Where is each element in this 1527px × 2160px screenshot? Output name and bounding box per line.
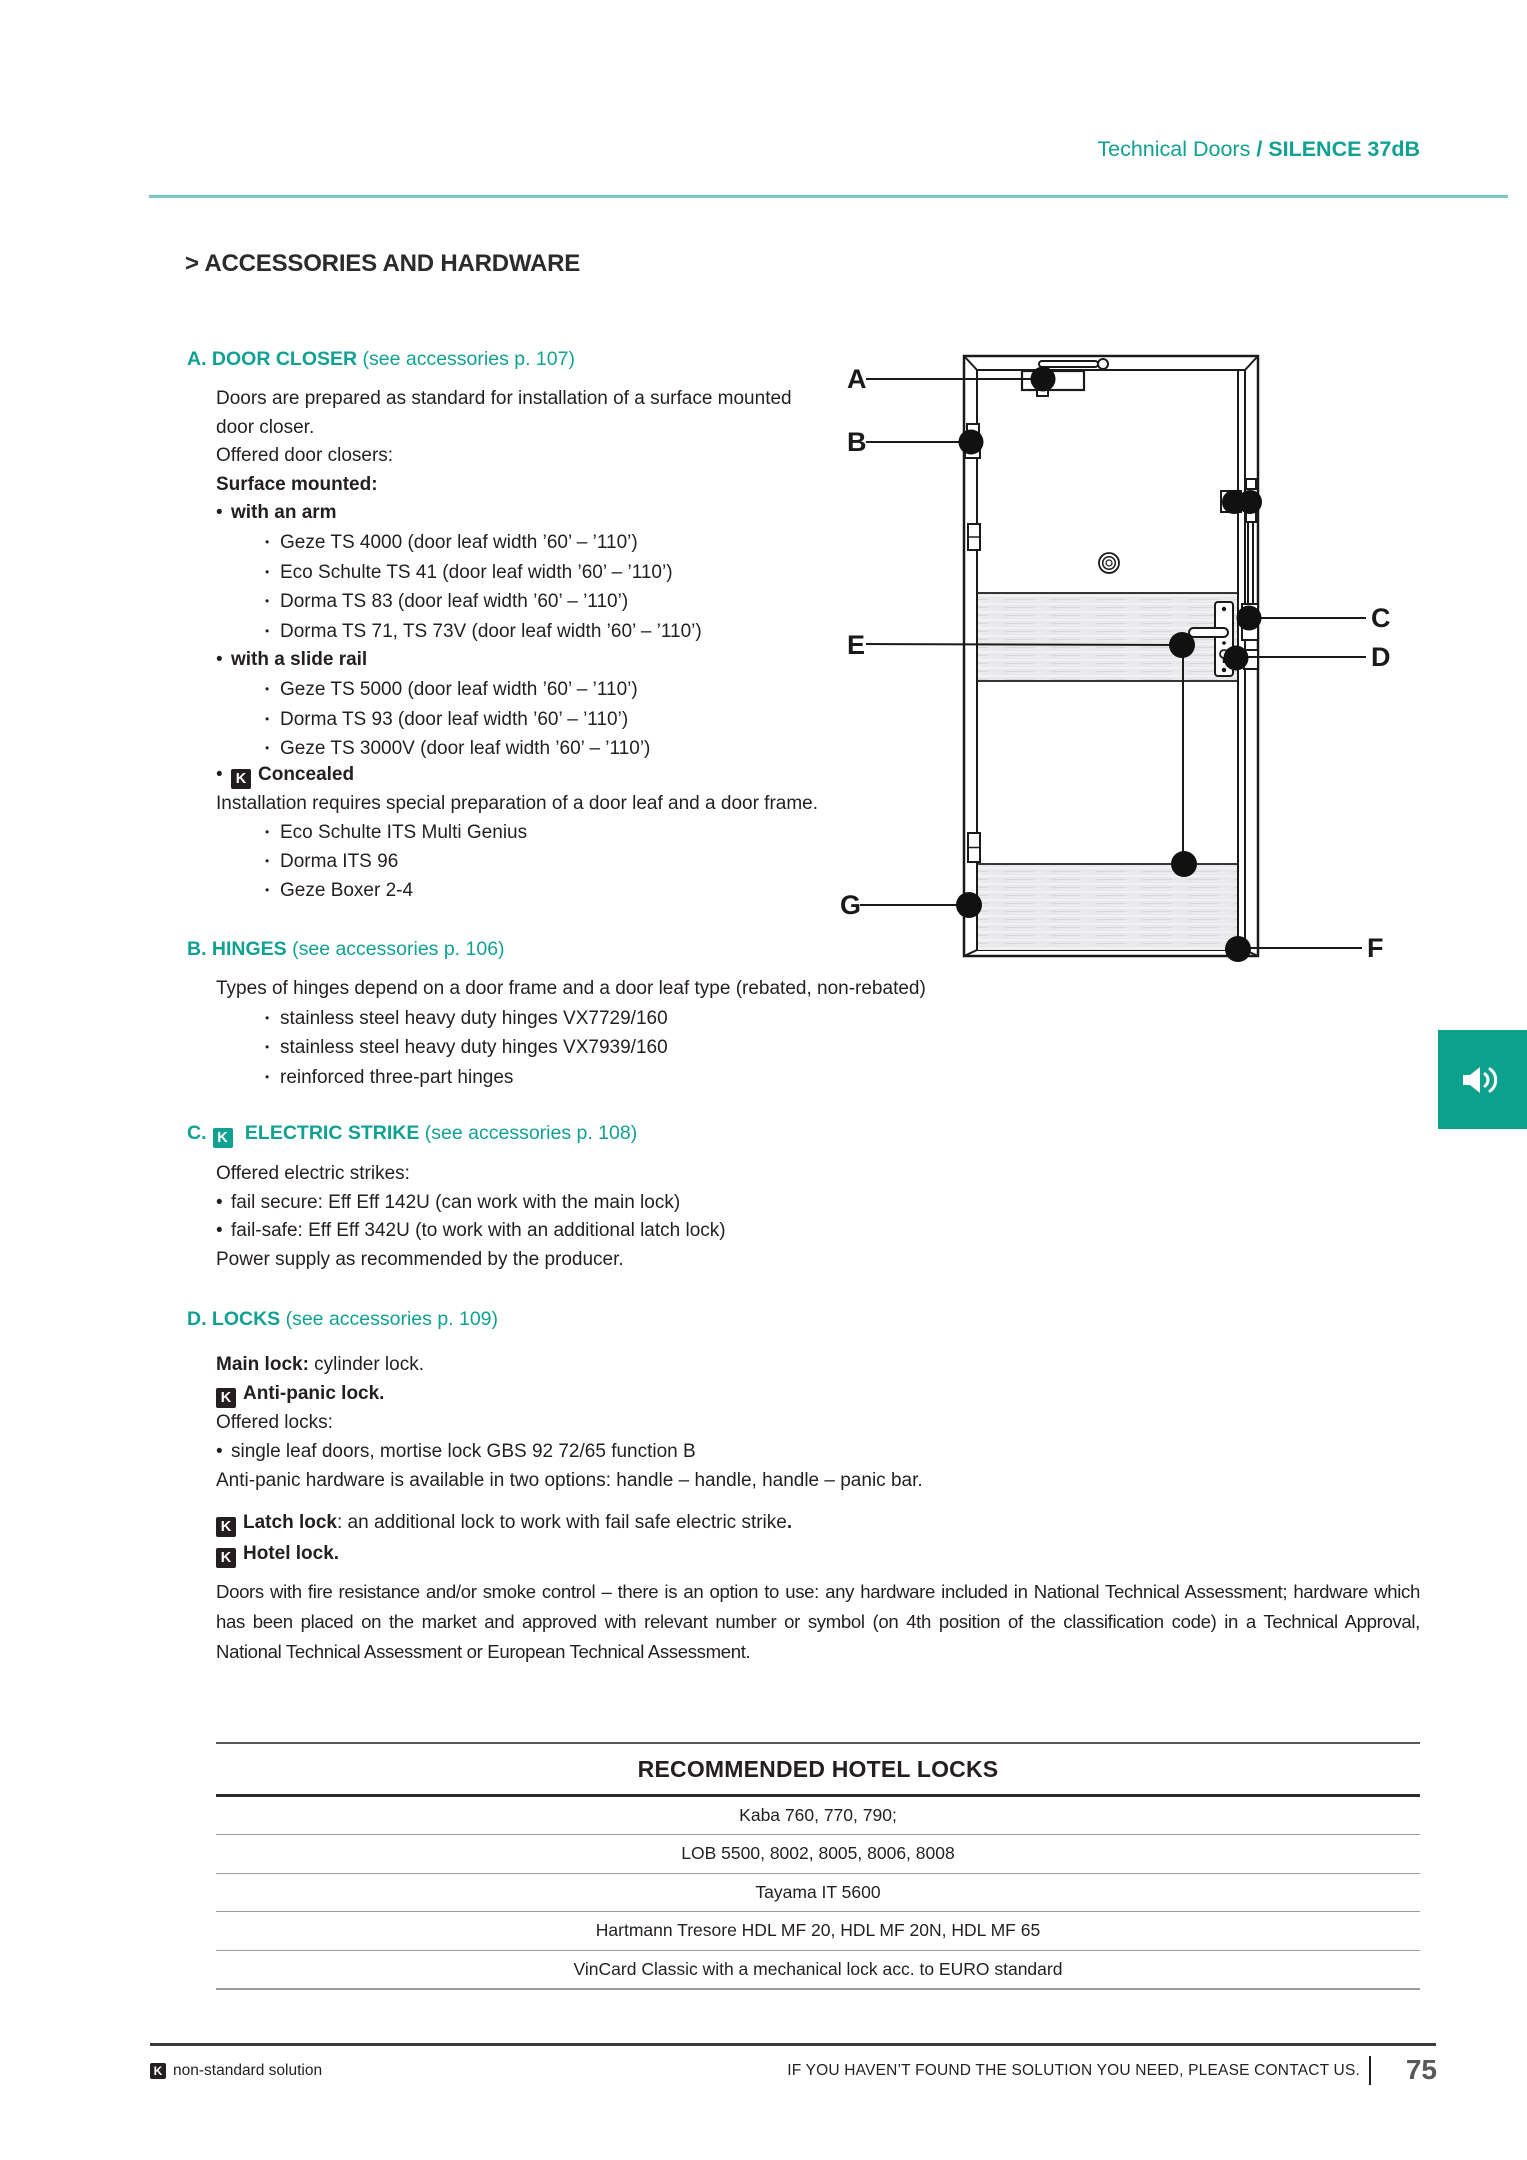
table-row: Hartmann Tresore HDL MF 20, HDL MF 20N, HDL MF 65 — [216, 1912, 1420, 1950]
section-d-text-1 — [216, 1350, 923, 1495]
text-run: Doors are prepared as standard for installation of a surface mounted — [216, 388, 792, 409]
text-run: cylinder lock. — [308, 1354, 425, 1375]
bullet-icon: • — [216, 649, 223, 671]
text-run: Geze TS 5000 (door leaf width ’60’ – ’110’) — [280, 678, 638, 700]
footer-rule — [150, 2043, 1436, 2046]
text-line — [216, 705, 792, 735]
section-d-ref: (see accessories p. 109) — [280, 1308, 499, 1330]
text-run: with a slide rail — [231, 649, 368, 671]
bullet-icon: • — [216, 1220, 223, 1242]
sub-bullet-icon: • — [265, 1069, 270, 1084]
sub-bullet-icon: • — [265, 681, 270, 696]
text-line — [216, 1538, 792, 1569]
text-run: Eco Schulte ITS Multi Genius — [280, 822, 528, 843]
text-run: Geze Boxer 2-4 — [280, 880, 414, 901]
diagram-label-e: E — [847, 630, 866, 660]
recommended-locks-table — [216, 1742, 1420, 1990]
text-line — [216, 558, 792, 588]
text-run: Installation requires special preparation of a door leaf and a door frame. — [216, 793, 819, 814]
text-run: reinforced three-part hinges — [280, 1066, 514, 1088]
diagram-label-b: B — [847, 427, 867, 457]
sub-bullet-icon: • — [265, 1040, 270, 1055]
text-line — [216, 528, 792, 558]
text-line — [216, 617, 792, 647]
text-run: Hotel lock. — [243, 1543, 340, 1564]
text-run: . — [786, 1512, 793, 1533]
sub-bullet-icon: • — [265, 564, 270, 579]
text-run: Dorma ITS 96 — [280, 851, 399, 872]
text-run: Dorma TS 71, TS 73V (door leaf width ’60’ – ’110’) — [280, 620, 702, 642]
text-line — [216, 471, 792, 500]
section-a-heading — [187, 348, 575, 371]
text-line — [216, 1033, 926, 1063]
text-run: Surface mounted: — [216, 473, 378, 495]
bullet-icon: • — [216, 502, 223, 524]
text-line — [216, 414, 792, 443]
section-c-text — [216, 1160, 726, 1274]
text-run: stainless steel heavy duty hinges VX7729/160 — [280, 1007, 668, 1029]
section-c-label: ELECTRIC STRIKE — [244, 1122, 420, 1144]
section-a-label: A. DOOR CLOSER — [187, 348, 358, 370]
text-run: Dorma TS 83 (door leaf width ’60’ – ’110’) — [280, 591, 629, 613]
table-row: Tayama IT 5600 — [216, 1874, 1420, 1912]
sub-bullet-icon: • — [265, 594, 270, 609]
text-run: Offered locks: — [216, 1412, 333, 1433]
section-b-heading — [187, 938, 505, 961]
fire-resistance-paragraph: Doors with fire resistance and/or smoke control – there is an option to use: any hardware included in National Technical Assessment; hardware which has been placed on the market and approved with relevant number or symbol (on 4th position of the classification code) in a Technical Approval, National Technical Assessment or European Technical Assessment. — [216, 1581, 1420, 1662]
table-row: LOB 5500, 8002, 8005, 8006, 8008 — [216, 1835, 1420, 1873]
page-title: > ACCESSORIES AND HARDWARE — [185, 250, 581, 277]
text-line — [216, 1217, 726, 1246]
text-run: fail secure: Eff Eff 142U (can work with the main lock) — [231, 1191, 681, 1213]
text-run: Concealed — [258, 764, 355, 785]
text-run: with an arm — [231, 502, 337, 524]
sub-bullet-icon: • — [265, 825, 270, 839]
text-line — [216, 1063, 926, 1093]
text-line — [216, 385, 792, 414]
bullet-icon: • — [216, 764, 223, 785]
text-run: Offered electric strikes: — [216, 1163, 410, 1184]
section-c-heading — [187, 1122, 637, 1148]
text-run: door closer. — [216, 416, 315, 438]
diagram-label-c: C — [1371, 603, 1391, 633]
footer-contact-text: IF YOU HAVEN’T FOUND THE SOLUTION YOU NEED, PLEASE CONTACT US. — [787, 2062, 1360, 2079]
text-run: Anti-panic hardware is available in two options: handle – handle, handle – panic bar. — [216, 1470, 923, 1491]
text-line — [216, 789, 818, 818]
text-run: Dorma TS 93 (door leaf width ’60’ – ’110’) — [280, 708, 629, 730]
locks-table-rows — [216, 1797, 1420, 1990]
section-a-text-2 — [216, 760, 818, 905]
section-a-ref: (see accessories p. 107) — [357, 348, 575, 370]
text-line — [216, 1189, 726, 1218]
text-line — [216, 499, 792, 528]
text-run: stainless steel heavy duty hinges VX7939/160 — [280, 1037, 668, 1059]
table-row: Kaba 760, 770, 790; — [216, 1797, 1420, 1835]
text-run: Geze TS 4000 (door leaf width ’60’ – ’110’) — [280, 531, 638, 553]
speaker-icon — [1460, 1063, 1506, 1097]
bullet-icon: • — [216, 1441, 223, 1462]
door-diagram — [820, 330, 1420, 1010]
footer-legend-text: non-standard solution — [173, 2062, 323, 2079]
text-run: Types of hinges depend on a door frame and a door leaf type (rebated, non-rebated) — [216, 978, 926, 999]
section-d-label: D. LOCKS — [187, 1308, 281, 1330]
k-logo-icon: K — [216, 1388, 236, 1408]
k-logo-icon: K — [150, 2063, 166, 2079]
text-line — [216, 442, 792, 471]
text-line — [216, 1466, 923, 1495]
bullet-icon: • — [216, 1191, 223, 1213]
text-run: single leaf doors, mortise lock GBS 92 72/65 function B — [231, 1441, 696, 1462]
door-closer-rail — [1039, 361, 1098, 367]
text-line — [216, 1437, 923, 1466]
diagram-label-a: A — [847, 364, 867, 394]
k-logo-icon: K — [231, 769, 251, 789]
text-run: : an additional lock to work with fail safe electric strike — [336, 1512, 787, 1533]
text-line — [216, 1246, 726, 1275]
k-logo-icon: K — [213, 1128, 233, 1148]
diagram-label-d: D — [1371, 642, 1391, 672]
section-a-text-1 — [216, 385, 792, 764]
header-rule — [149, 195, 1508, 198]
k-logo-icon: K — [216, 1517, 236, 1537]
section-c-prefix: C. — [187, 1122, 207, 1144]
sub-bullet-icon: • — [265, 534, 270, 549]
locks-table-title: RECOMMENDED HOTEL LOCKS — [216, 1744, 1420, 1797]
text-line — [216, 675, 792, 705]
breadcrumb-section: Technical Doors — [1097, 137, 1257, 161]
text-line — [216, 1350, 923, 1379]
text-line — [216, 587, 792, 617]
text-run: Geze TS 3000V (door leaf width ’60’ – ’110’) — [280, 738, 651, 760]
section-b-label: B. HINGES — [187, 938, 287, 960]
section-c-ref: (see accessories p. 108) — [419, 1122, 638, 1144]
text-line — [216, 760, 818, 789]
page-number: 75 — [1405, 2054, 1437, 2085]
sub-bullet-icon: • — [265, 711, 270, 726]
section-d-text-2 — [216, 1507, 792, 1569]
text-line — [216, 1379, 923, 1408]
text-run: Anti-panic lock. — [243, 1383, 385, 1404]
diagram-label-g: G — [840, 890, 862, 920]
text-line — [216, 646, 792, 675]
footer-divider — [1369, 2056, 1371, 2085]
k-logo-icon: K — [216, 1548, 236, 1568]
sub-bullet-icon: • — [265, 623, 270, 638]
footer-legend — [150, 2062, 322, 2080]
text-line — [216, 876, 818, 905]
text-line — [216, 1160, 726, 1189]
steel-band-bottom — [978, 864, 1238, 950]
sub-bullet-icon: • — [265, 741, 270, 756]
text-line — [216, 1408, 923, 1437]
section-d-heading — [187, 1308, 498, 1331]
text-run: Eco Schulte TS 41 (door leaf width ’60’ – ’110’) — [280, 561, 673, 583]
text-run: Power supply as recommended by the producer. — [216, 1248, 624, 1270]
door-handle — [1189, 628, 1228, 637]
text-run: fail-safe: Eff Eff 342U (to work with an additional latch lock) — [231, 1220, 726, 1242]
text-run: Offered door closers: — [216, 445, 394, 467]
breadcrumb-product: / SILENCE 37dB — [1256, 137, 1420, 161]
acoustic-tab — [1438, 1030, 1527, 1129]
breadcrumb — [1097, 137, 1420, 162]
text-line — [216, 847, 818, 876]
sub-bullet-icon: • — [265, 883, 270, 897]
sub-bullet-icon: • — [265, 1010, 270, 1025]
table-row: VinCard Classic with a mechanical lock acc. to EURO standard — [216, 1951, 1420, 1990]
diagram-label-f: F — [1367, 933, 1384, 963]
text-line — [216, 1507, 792, 1538]
sub-bullet-icon: • — [265, 854, 270, 868]
text-run: Main lock: — [216, 1354, 309, 1375]
text-run: Latch lock — [243, 1512, 337, 1533]
text-line — [216, 818, 818, 847]
section-b-ref: (see accessories p. 106) — [286, 938, 505, 960]
